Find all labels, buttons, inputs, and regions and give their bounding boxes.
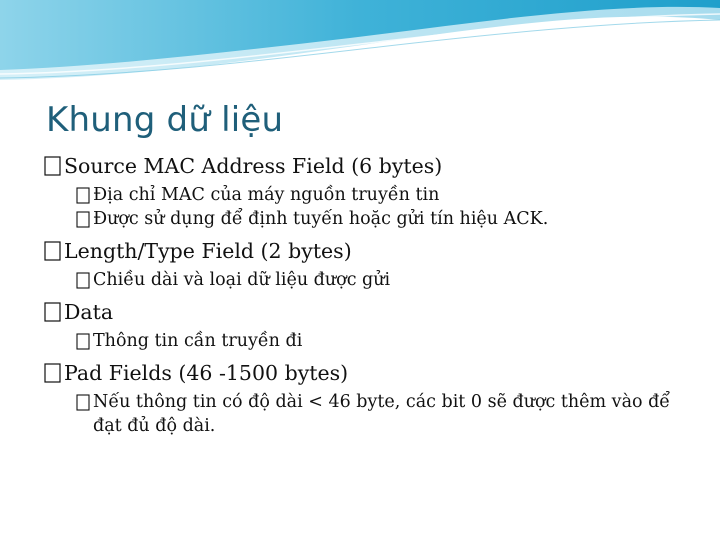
bullet-text: Length/Type Field (2 bytes) xyxy=(64,239,352,263)
missing-glyph-box-icon xyxy=(76,272,90,289)
missing-glyph-box-icon xyxy=(44,241,61,261)
sub-bullet-text: Địa chỉ MAC của máy nguồn truyền tin xyxy=(93,185,440,205)
sub-bullet-item xyxy=(76,268,684,292)
bullet-list xyxy=(44,152,684,438)
sub-bullet-item xyxy=(76,207,684,231)
sub-bullet-text: Chiều dài và loại dữ liệu được gửi xyxy=(93,270,391,290)
bullet-text: Data xyxy=(64,300,114,324)
missing-glyph-box-icon xyxy=(44,363,61,383)
sub-bullet-item xyxy=(76,329,684,353)
sub-bullet-item xyxy=(76,183,684,207)
slide-title: Khung dữ liệu xyxy=(46,100,284,140)
bullet-item xyxy=(44,237,684,265)
sub-bullet-text: Thông tin cần truyền đi xyxy=(93,331,303,351)
missing-glyph-box-icon xyxy=(76,394,90,411)
bullet-text: Source MAC Address Field (6 bytes) xyxy=(64,154,443,178)
missing-glyph-box-icon xyxy=(76,211,90,228)
bullet-item xyxy=(44,152,684,180)
missing-glyph-box-icon xyxy=(76,333,90,350)
sub-bullet-item xyxy=(76,390,684,438)
sub-bullet-text: Nếu thông tin có độ dài < 46 byte, các bit 0 sẽ được thêm vào để đạt đủ độ dài. xyxy=(93,392,671,436)
sub-bullet-text: Được sử dụng để định tuyến hoặc gửi tín hiệu ACK. xyxy=(93,209,549,229)
missing-glyph-box-icon xyxy=(44,156,61,176)
bullet-item xyxy=(44,359,684,387)
header-wave-decoration xyxy=(0,0,720,90)
bullet-text: Pad Fields (46 -1500 bytes) xyxy=(64,361,349,385)
missing-glyph-box-icon xyxy=(44,302,61,322)
bullet-item xyxy=(44,298,684,326)
missing-glyph-box-icon xyxy=(76,187,90,204)
